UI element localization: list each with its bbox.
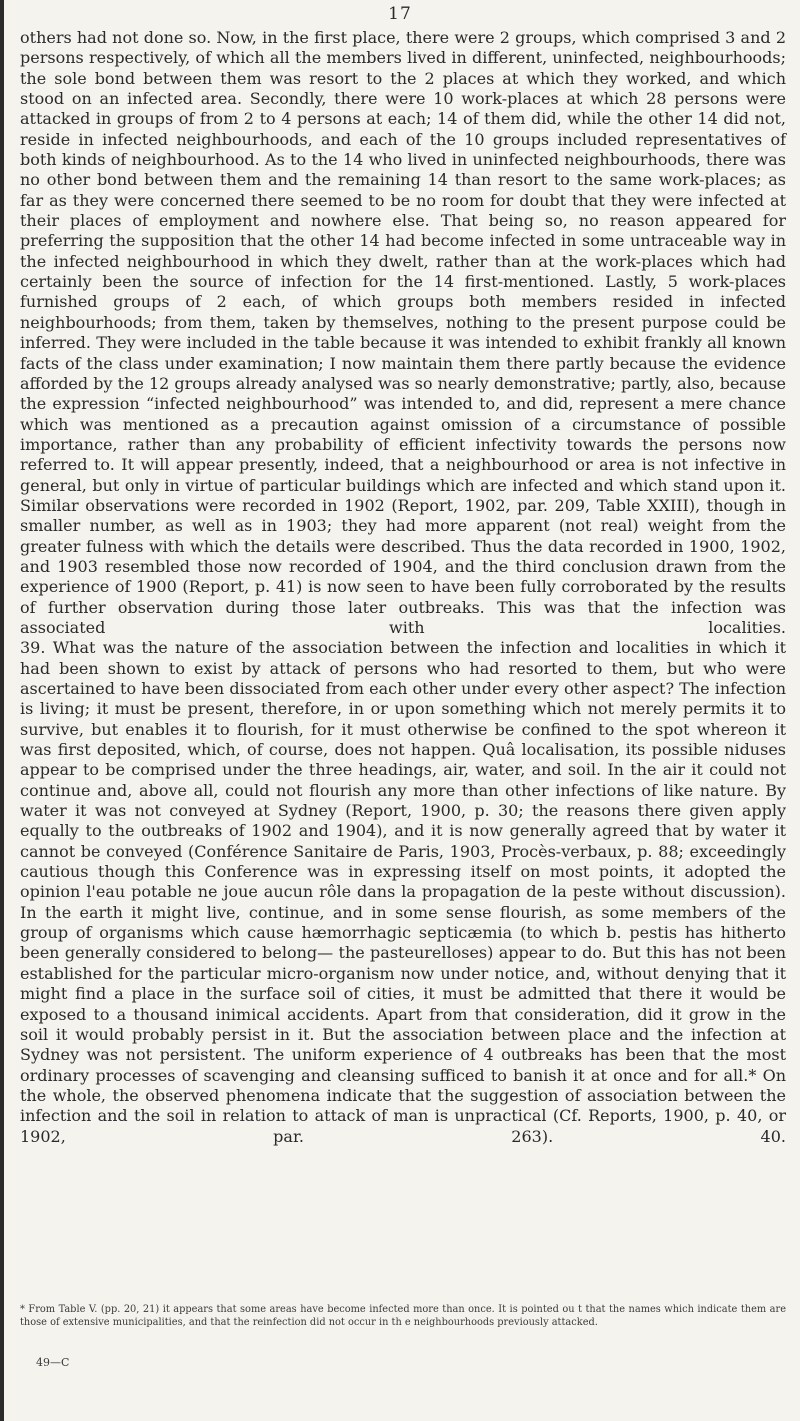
footnote: * From Table V. (pp. 20, 21) it appears that some areas have become infected more than once. It is pointed ou t that the names which indicate them are those of extensive municipalities, and that the reinfection did not occur in th e neighbourhoods previously attacked. xyxy=(20,1304,786,1328)
paragraph-39: 39. What was the nature of the association between the infection and localities in which it had been shown to exist by attack of persons who had resorted to them, but who were ascertained to have been dissociated from each other under every other aspect? The infection is living; it must be present, therefore, in or upon something which not merely permits it to survive, but enables it to flourish, for it must otherwise be confined to the spot whereon it was first deposited, which, of course, does not happen. Quâ localisation, its possible niduses appear to be comprised under the three headings, air, water, and soil. In the air it could not continue and, above all, could not flourish any more than other infections of like nature. By water it was not conveyed at Sydney (Report, 1900, p. 30; the reasons there given apply equally to the outbreaks of 1902 and 1904), and it is now generally agreed that by water it cannot be conveyed (Conférence Sanitaire de Paris, 1903, Procès-verbaux, p. 88; exceedingly cautious though this Conference was in expressing itself on most points, it adopted the opinion l'eau potable ne joue aucun rôle dans la propagation de la peste without discussion). In the earth it might live, continue, and in some sense flourish, as some members of the group of organisms which cause hæmorrhagic septicæmia (to which b. pestis has hitherto been generally considered to belong— the pasteurelloses) appear to do. But this has not been established for the particular micro-organism now under notice, and, without denying that it might find a place in the surface soil of cities, it must be admitted that there it would be exposed to a thousand inimical accidents. Apart from that consideration, did it grow in the soil it would probably persist in it. But the association between place and the infection at Sydney was not persistent. The uniform experience of 4 outbreaks has been that the most ordinary processes of scavenging and cleansing sufficed to banish it at once and for all.* On the whole, the observed phenomena indicate that the suggestion of association between the infection and the soil in relation to attack of man is unpractical (Cf. Reports, 1900, p. 40, or 1902, par. 263). 40. xyxy=(20,638,786,1146)
body-text xyxy=(20,28,786,1147)
printer-signature-mark: 49—C xyxy=(36,1356,70,1369)
paragraph-38-continuation: others had not done so. Now, in the first place, there were 2 groups, which comprised 3 and 2 persons respectively, of which all the members lived in different, uninfected, neighbourhoods; the sole bond between them was resort to the 2 places at which they worked, and which stood on an infected area. Secondly, there were 10 work-places at which 28 persons were attacked in groups of from 2 to 4 persons at each; 14 of them did, while the other 14 did not, reside in infected neighbourhoods, and each of the 10 groups included representatives of both kinds of neighbourhood. As to the 14 who lived in uninfected neighbourhoods, there was no other bond between them and the remaining 14 than resort to the same work-places; as far as they were concerned there seemed to be no room for doubt that they were infected at their places of employment and nowhere else. That being so, no reason appeared for preferring the supposition that the other 14 had become infected in some untraceable way in the infected neighbourhood in which they dwelt, rather than at the work-places which had certainly been the source of infection for the 14 first-mentioned. Lastly, 5 work-places furnished groups of 2 each, of which groups both members resided in infected neighbourhoods; from them, taken by themselves, nothing to the present purpose could be inferred. They were included in the table because it was intended to exhibit frankly all known facts of the class under examination; I now maintain them there partly because the evidence afforded by the 12 groups already analysed was so nearly demonstrative; partly, also, because the expression “infected neighbourhood” was intended to, and did, represent a mere chance which was mentioned as a precaution against omission of a circumstance of possible importance, rather than any probability of efficient infectivity towards the persons now referred to. It will appear presently, indeed, that a neighbourhood or area is not infective in general, but only in virtue of particular buildings which are infected and which stand upon it. Similar observations were recorded in 1902 (Report, 1902, par. 209, Table XXIII), though in smaller number, as well as in 1903; they had more apparent (not real) weight from the greater fulness with which the details were described. Thus the data recorded in 1900, 1902, and 1903 resembled those now recorded of 1904, and the third conclusion drawn from the experience of 1900 (Report, p. 41) is now seen to have been fully corroborated by the results of further observation during those later outbreaks. This was that the infection was associated with localities. xyxy=(20,28,786,637)
page-number: 17 xyxy=(388,4,412,24)
page-left-edge-shadow xyxy=(0,0,4,1421)
